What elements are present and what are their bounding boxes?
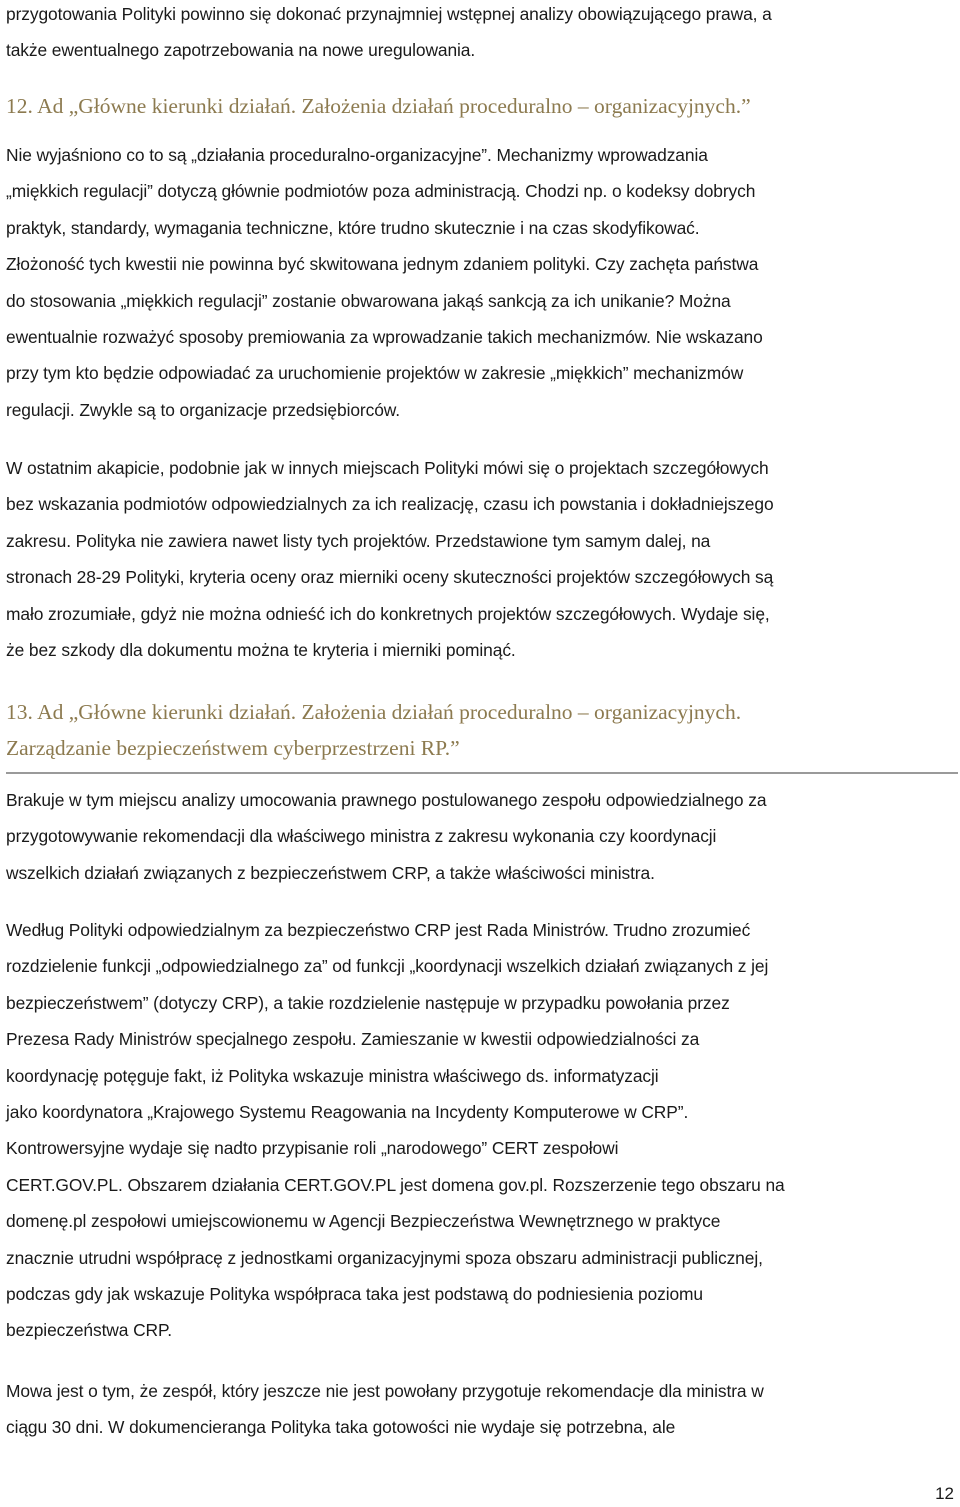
heading-line: Zarządzanie bezpieczeństwem cyberprzestrzeni RP.” <box>6 736 460 760</box>
text-line: ciągu 30 dni. W dokumencieranga Polityka taka gotowości nie wydaje się potrzebna, ale <box>6 1417 676 1438</box>
text-line: stronach 28-29 Polityki, kryteria oceny oraz mierniki oceny skuteczności projektów szczegółowych są <box>6 567 774 588</box>
text-line: Brakuje w tym miejscu analizy umocowania prawnego postulowanego zespołu odpowiedzialnego za <box>6 790 767 810</box>
section-13-paragraph-1 <box>6 782 946 891</box>
text-line: rozdzielenie funkcji „odpowiedzialnego za” od funkcji „koordynacji wszelkich działań związanych z jej <box>6 956 769 977</box>
section-13-heading <box>6 694 946 766</box>
text-line: „miękkich regulacji” dotyczą głównie podmiotów poza administracją. Chodzi np. o kodeksy dobrych <box>6 181 756 202</box>
text-line: Nie wyjaśniono co to są „działania proceduralno-organizacyjne”. Mechanizmy wprowadzania <box>6 145 708 165</box>
heading-line: 12. Ad „Główne kierunki działań. Założenia działań proceduralno – organizacyjnych.” <box>6 94 751 118</box>
heading-underline <box>6 772 958 774</box>
text-line: Według Polityki odpowiedzialnym za bezpieczeństwo CRP jest Rada Ministrów. Trudno zrozumieć <box>6 920 751 940</box>
text-line: przygotowywanie rekomendacji dla właściwego ministra z zakresu wykonania czy koordynacji <box>6 826 717 847</box>
page-number: 12 <box>935 1484 954 1503</box>
text-line: znacznie utrudni współpracę z jednostkami organizacyjnymi spoza obszaru administracji publicznej, <box>6 1247 763 1268</box>
text-line: także ewentualnego zapotrzebowania na nowe uregulowania. <box>6 40 476 61</box>
section-12-paragraph-1 <box>6 137 946 428</box>
text-line: CERT.GOV.PL. Obszarem działania CERT.GOV.PL jest domena gov.pl. Rozszerzenie tego obszaru na <box>6 1174 785 1195</box>
text-line: że bez szkody dla dokumentu można te kryteria i mierniki pominąć. <box>6 640 516 661</box>
text-line: przy tym kto będzie odpowiadać za uruchomienie projektów w zakresie „miękkich” mechanizmów <box>6 363 744 384</box>
section-13-paragraph-2 <box>6 912 946 1349</box>
text-line: koordynację potęguje fakt, iż Polityka wskazuje ministra właściwego ds. informatyzacji <box>6 1065 659 1086</box>
heading-line: 13. Ad „Główne kierunki działań. Założenia działań proceduralno – organizacyjnych. <box>6 700 742 724</box>
intro-paragraph <box>6 0 946 69</box>
text-line: ewentualnie rozważyć sposoby premiowania za wprowadzanie takich mechanizmów. Nie wskazano <box>6 327 763 348</box>
text-line: regulacji. Zwykle są to organizacje przedsiębiorców. <box>6 399 401 420</box>
section-13-paragraph-3 <box>6 1373 946 1446</box>
text-line: mało zrozumiałe, gdyż nie można odnieść ich do konkretnych projektów szczegółowych. Wydaje się, <box>6 603 770 624</box>
text-line: W ostatnim akapicie, podobnie jak w innych miejscach Polityki mówi się o projektach szczegółowych <box>6 458 769 478</box>
section-12-paragraph-2 <box>6 450 946 668</box>
section-12-heading <box>6 88 946 124</box>
text-line: bez wskazania podmiotów odpowiedzialnych za ich realizację, czasu ich powstania i dokładniejszego <box>6 494 774 515</box>
text-line: do stosowania „miękkich regulacji” zostanie obwarowana jakąś sankcją za ich unikanie? Można <box>6 290 731 311</box>
text-line: jako koordynatora „Krajowego Systemu Reagowania na Incydenty Komputerowe w CRP”. <box>6 1102 689 1123</box>
text-line: przygotowania Polityki powinno się dokonać przynajmniej wstępnej analizy obowiązującego prawa, a <box>6 4 772 24</box>
text-line: domenę.pl zespołowi umiejscowionemu w Agencji Bezpieczeństwa Wewnętrznego w praktyce <box>6 1211 721 1232</box>
text-line: bezpieczeństwa CRP. <box>6 1320 172 1341</box>
text-line: Prezesa Rady Ministrów specjalnego zespołu. Zamieszanie w kwestii odpowiedzialności za <box>6 1029 700 1050</box>
text-line: praktyk, standardy, wymagania techniczne, które trudno skutecznie i na czas skodyfikować. <box>6 217 700 238</box>
text-line: Mowa jest o tym, że zespół, który jeszcze nie jest powołany przygotuje rekomendacje dla ministra w <box>6 1381 764 1401</box>
text-line: Kontrowersyjne wydaje się nadto przypisanie roli „narodowego” CERT zespołowi <box>6 1138 619 1159</box>
text-line: wszelkich działań związanych z bezpieczeństwem CRP, a także właściwości ministra. <box>6 862 655 883</box>
text-line: podczas gdy jak wskazuje Polityka współpraca taka jest podstawą do podniesienia poziomu <box>6 1284 703 1305</box>
text-line: bezpieczeństwem” (dotyczy CRP), a takie rozdzielenie następuje w przypadku powołania przez <box>6 992 730 1013</box>
text-line: Złożoność tych kwestii nie powinna być skwitowana jednym zdaniem polityki. Czy zachęta państwa <box>6 254 759 275</box>
text-line: zakresu. Polityka nie zawiera nawet listy tych projektów. Przedstawione tym samym dalej, na <box>6 530 711 551</box>
